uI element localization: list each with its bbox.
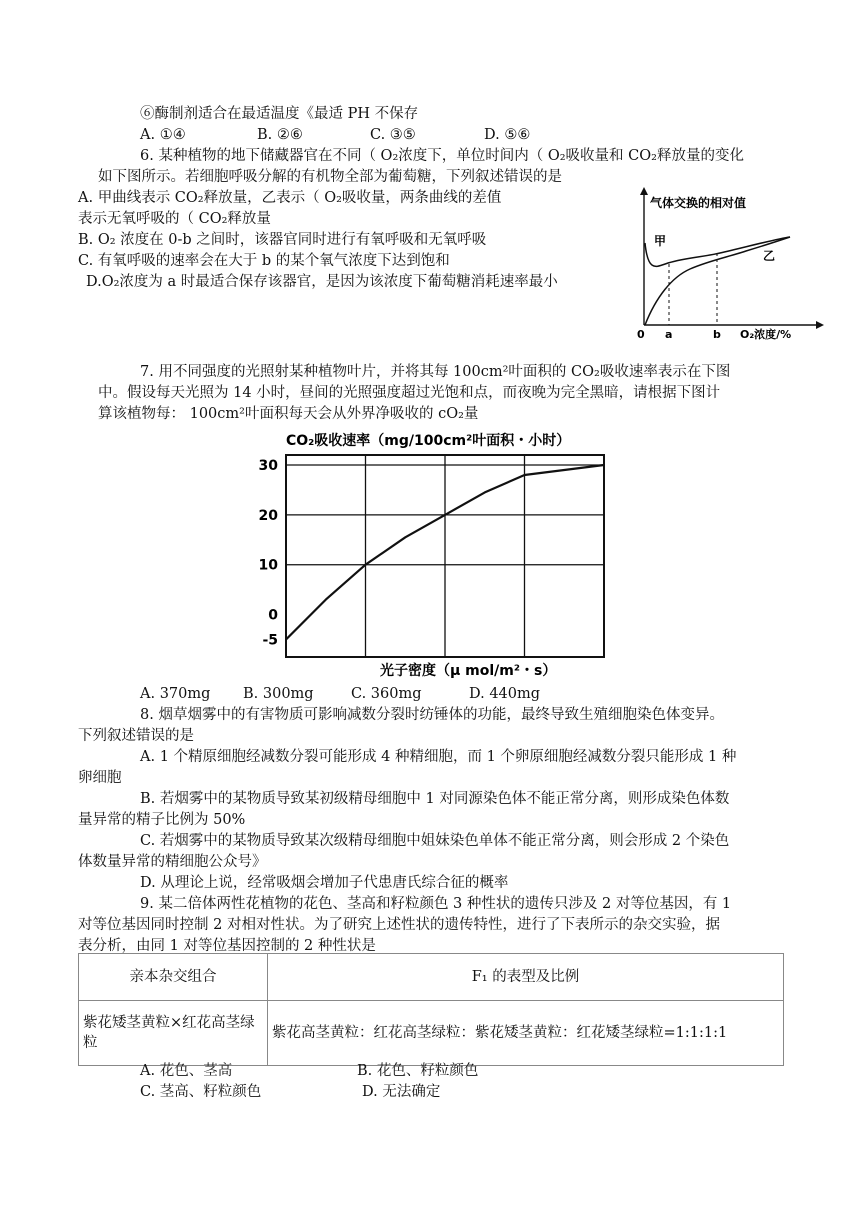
q8-option-a-line2: 卵细胞 <box>78 770 122 786</box>
resp-x-arrow <box>816 321 824 329</box>
q9-stem-line2: 对等位基因同时控制 2 对相对性状。为了研究上述性状的遗传特性，进行了下表所示的杂交实验，据 <box>78 917 720 933</box>
q7-stem-line3: 算该植物每： 100cm²叶面积每天会从外界净吸收的 cO₂量 <box>98 406 479 422</box>
resp-xlabel: O₂浓度/% <box>740 328 792 341</box>
q9-stem-line3: 表分析，由同 1 对等位基因控制的 2 种性状是 <box>78 938 376 954</box>
q9-options-row1 <box>140 1061 478 1081</box>
q7-option-c: C. 360mg <box>351 686 422 702</box>
resp-origin-label: 0 <box>637 328 645 341</box>
resp-tick-a: a <box>665 328 673 341</box>
q9-option-a: A. 花色、茎高 <box>140 1063 233 1079</box>
q8-stem-line2: 下列叙述错误的是 <box>78 728 194 744</box>
q5-item6: ⑥酶制剂适合在最适温度《最适 PH 不保存 <box>140 106 419 122</box>
resp-tick-b: b <box>713 328 721 341</box>
co2-y-tick-label: 0 <box>268 607 278 624</box>
cross-table <box>78 953 784 1066</box>
q8-option-b-line1: B. 若烟雾中的某物质导致某初级精母细胞中 1 对同源染色体不能正常分离，则形成染色体数 <box>140 791 730 807</box>
q9-stem-line1: 9. 某二倍体两性花植物的花色、茎高和籽粒颜色 3 种性状的遗传只涉及 2 对等位基因，有 1 <box>140 896 732 912</box>
co2-chart-title: CO₂吸收速率（mg/100cm²叶面积・小时） <box>286 433 571 449</box>
q6-option-a-line2: 表示无氧呼吸的（ CO₂释放量 <box>78 211 271 227</box>
q8-option-a-line1: A. 1 个精原细胞经减数分裂可能形成 4 种精细胞，而 1 个卵原细胞经减数分裂只能形成 1 种 <box>140 749 737 765</box>
q7-option-b: B. 300mg <box>243 686 314 702</box>
q9-options-row2 <box>140 1082 440 1102</box>
resp-y-arrow <box>640 187 648 195</box>
q7-options <box>140 684 540 704</box>
q7-option-a: A. 370mg <box>140 686 211 702</box>
q7-option-d: D. 440mg <box>469 686 541 702</box>
q8-option-b-line2: 量异常的精子比例为 50% <box>78 812 246 828</box>
q5-options <box>140 125 530 145</box>
q8-option-c-line2: 体数量异常的精细胞公众号》 <box>78 854 267 870</box>
co2-y-tick-label: 20 <box>258 507 278 524</box>
q6-stem-line1: 6. 某种植物的地下储藏器官在不同（ O₂浓度下，单位时间内（ O₂吸收量和 CO₂释放量的变化 <box>140 148 744 164</box>
q7-stem-line2: 中。假设每天光照为 14 小时，昼间的光照强度超过光饱和点，而夜晚为完全黑暗，请根据下图计 <box>98 385 721 401</box>
q6-option-a-line1: A. 甲曲线表示 CO₂释放量，乙表示（ O₂吸收量，两条曲线的差值 <box>78 190 502 206</box>
q6-option-c: C. 有氧呼吸的速率会在大于 b 的某个氧气浓度下达到饱和 <box>78 253 450 269</box>
q6-option-b: B. O₂ 浓度在 0-b 之间时，该器官同时进行有氧呼吸和无氧呼吸 <box>78 232 487 248</box>
co2-chart-xlabel: 光子密度（μ mol/m²・s） <box>380 663 557 679</box>
q8-stem-line1: 8. 烟草烟雾中的有害物质可影响减数分裂时纺锤体的功能，最终导致生殖细胞染色体变异。 <box>140 707 724 723</box>
q7-stem-line1: 7. 用不同强度的光照射某种植物叶片，并将其每 100cm²叶面积的 CO₂吸收速率表示在下图 <box>140 364 731 380</box>
series-yi-label: 乙 <box>763 249 776 263</box>
q5-option-b: B. ②⑥ <box>257 127 303 143</box>
q8-option-c-line1: C. 若烟雾中的某物质导致某次级精母细胞中姐妹染色单体不能正常分离，则会形成 2 个染色 <box>140 833 730 849</box>
respiration-chart <box>628 185 828 343</box>
table-cell-f1: 紫花高茎黄粒：红花高茎绿粒：紫花矮茎黄粒：红花矮茎绿粒=1:1:1:1 <box>268 1001 784 1066</box>
q6-option-d: D.O₂浓度为 a 时最适合保存该器官，是因为该浓度下葡萄糖消耗速率最小 <box>86 274 558 290</box>
co2-y-tick-label: -5 <box>262 632 278 649</box>
q9-option-c: C. 茎高、籽粒颜色 <box>140 1084 262 1100</box>
resp-ylabel: 气体交换的相对值 <box>650 196 747 210</box>
table-header-parents: 亲本杂交组合 <box>79 954 268 1001</box>
table-header-row <box>79 954 784 1001</box>
q6-stem-line2: 如下图所示。若细胞呼吸分解的有机物全部为葡萄糖，下列叙述错误的是 <box>98 169 562 185</box>
table-header-f1: F₁ 的表型及比例 <box>268 954 784 1001</box>
co2-y-tick-label: 30 <box>258 457 278 474</box>
series-jia-label: 甲 <box>654 234 667 248</box>
q9-option-d: D. 无法确定 <box>362 1084 441 1100</box>
q5-option-d: D. ⑤⑥ <box>484 127 531 143</box>
q8-option-d: D. 从理论上说，经常吸烟会增加子代患唐氏综合征的概率 <box>140 875 509 891</box>
co2-absorption-chart <box>250 425 620 687</box>
q5-option-c: C. ③⑤ <box>370 127 416 143</box>
co2-y-tick-label: 10 <box>258 557 278 574</box>
q5-option-a: A. ①④ <box>140 127 186 143</box>
table-row <box>79 1001 784 1066</box>
q9-option-b: B. 花色、籽粒颜色 <box>357 1063 479 1079</box>
table-cell-parents: 紫花矮茎黄粒×红花高茎绿粒 <box>79 1001 268 1066</box>
